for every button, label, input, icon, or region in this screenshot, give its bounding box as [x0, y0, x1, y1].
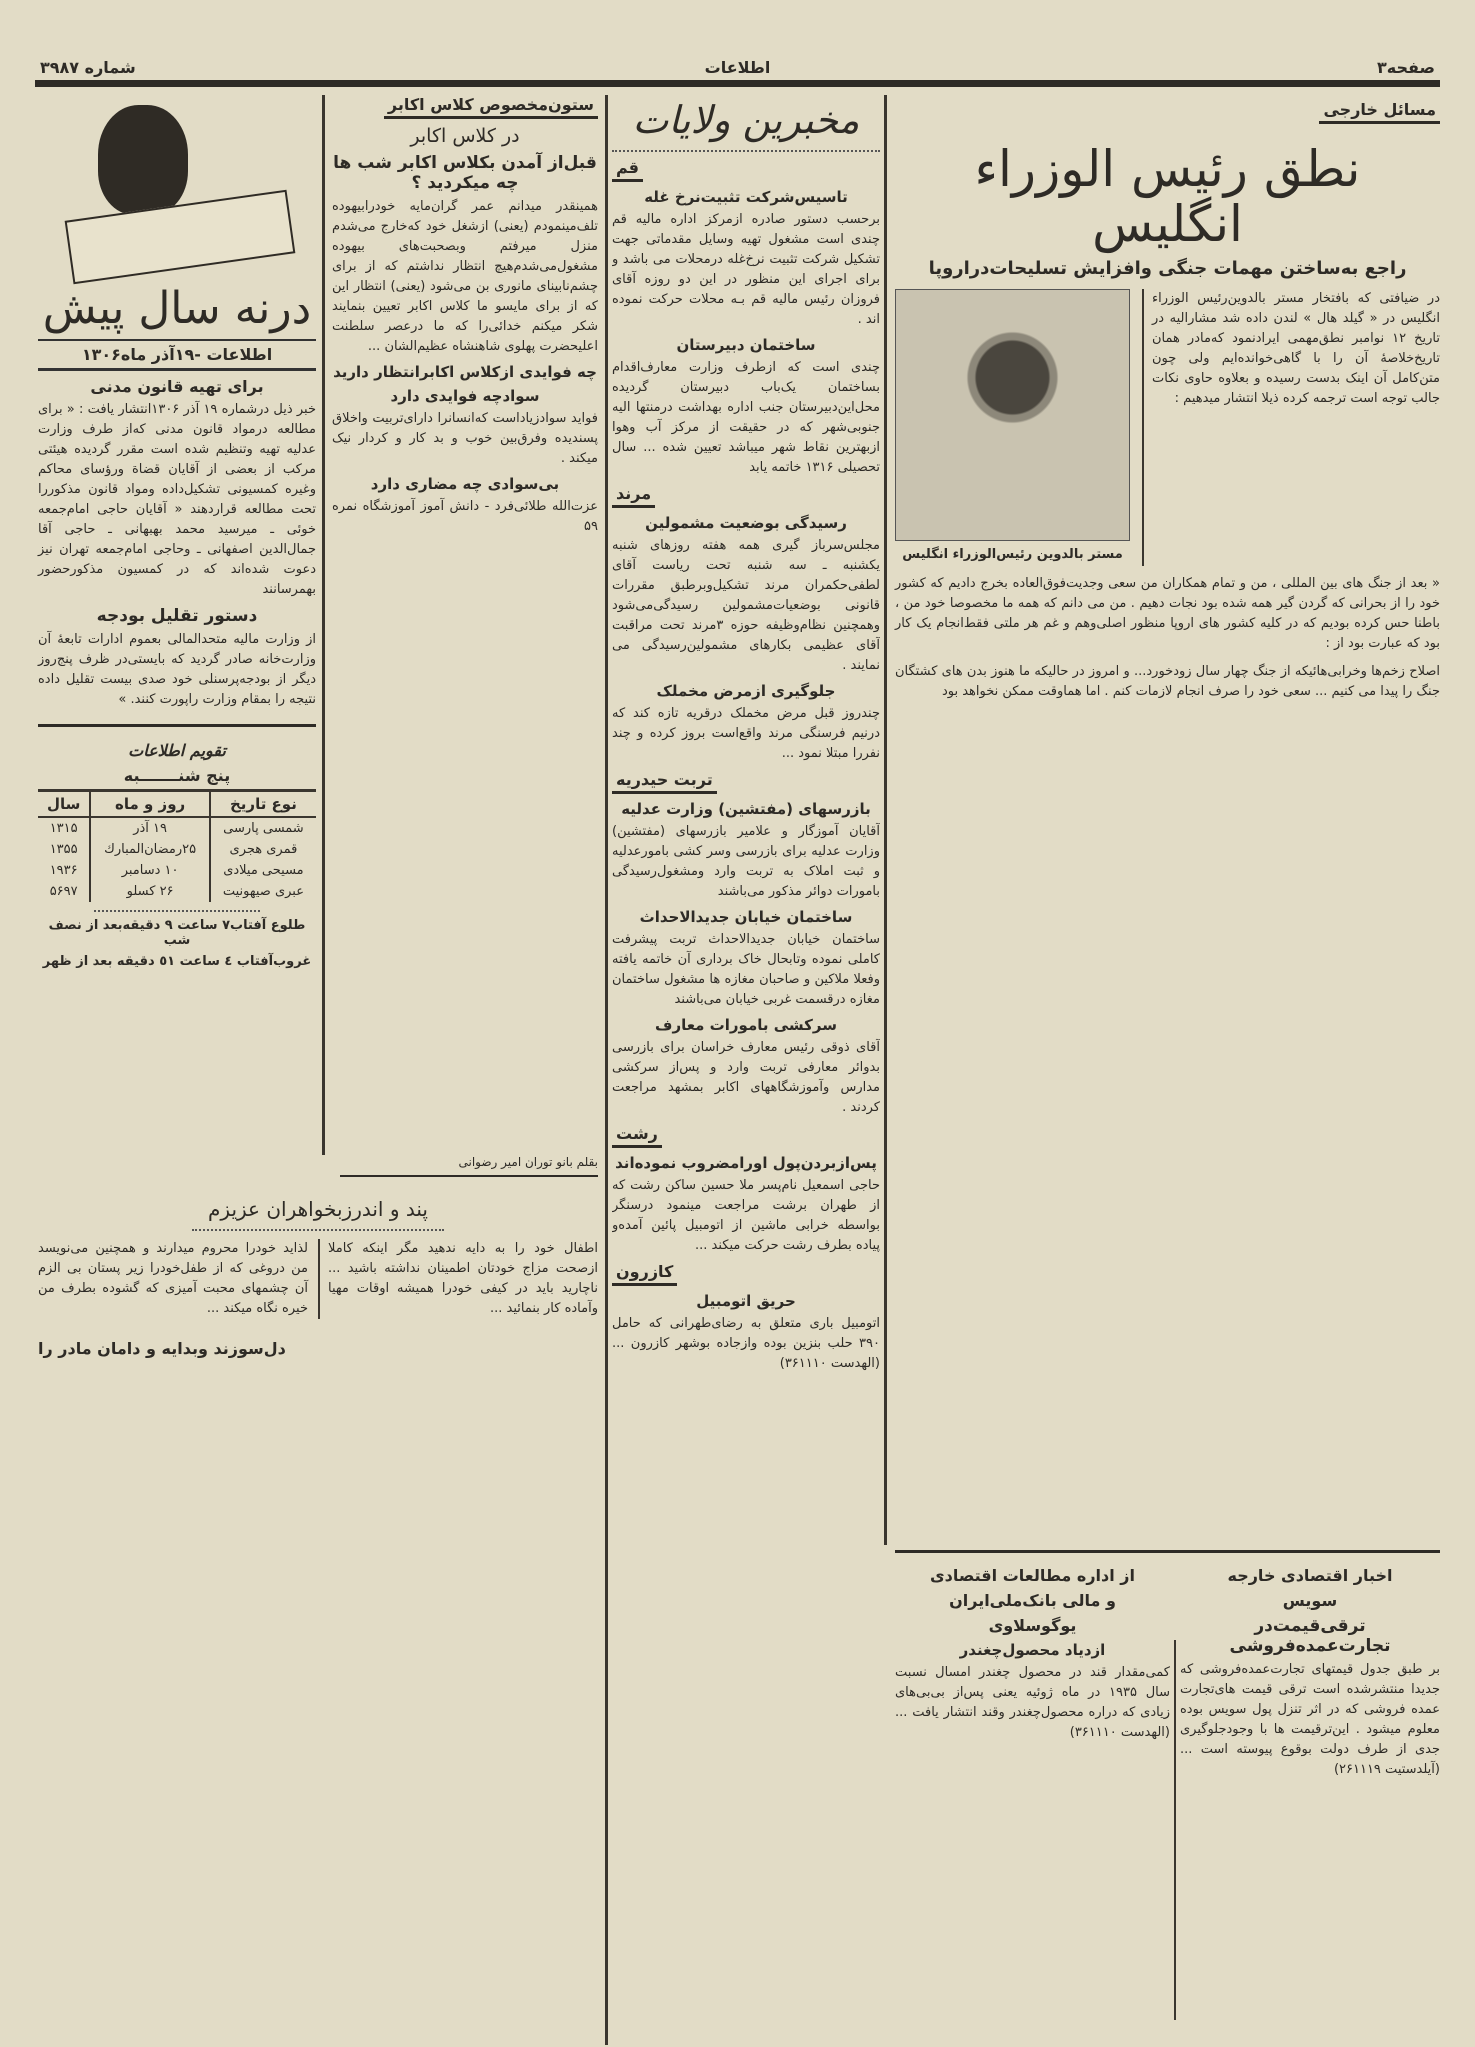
sunset: غروب‌آفتاب ٤ ساعت ٥١ دقیقه بعد از ظهر [42, 954, 312, 970]
section-label: از اداره مطالعات اقتصادی [929, 1566, 1135, 1585]
calendar-day: پنج شنـــــــبه [123, 766, 231, 786]
column-divider [884, 95, 887, 1545]
foreign-article [895, 100, 1440, 1545]
calendar-cell: ۱۹ آذر [90, 817, 210, 839]
article-body: برحسب دستور صادره ازمرکز اداره مالیه قم چندی است مشغول تهیه وسایل مقدماتی جهت تشکیل شرکت تثبیت نرخ‌غله درمحلات می باشد و برای اجرای این منظور در این دو روزه آقای فروزان رئیس مالیه قم بـه محلات حرکت نموده اند . [612, 211, 880, 327]
city-label: قم [612, 158, 643, 182]
article-title: نطق رئیس الوزراء انگلیس [974, 140, 1361, 253]
advice-title: پند و اندرزبخواهران عزیزم [208, 1197, 428, 1221]
headline: سرکشی بامورات معارف [655, 1015, 837, 1034]
article-body: در ضیافتی که بافتخار مستر بالدوین‌رئیس الوزراء انگلیس در « گیلد هال » لندن داده شد مشارالیه در تاریخ ۱۲ نوامبر نطق‌مهمی ایرادنمود که‌مادر همان تاریخ‌خلاصهٔ آن را با گاهی‌خوانده‌ایم ولی چون متن‌کامل آن اینک بدست رسیده و بعلاوه حاوی نکات جالب توجه است ترجمه کرده ذیلا انتشار میدهیم : [1142, 289, 1440, 566]
provinces-title: مخبرین ولایات [632, 100, 860, 142]
section-label: اخبار اقتصادی خارجه [1227, 1566, 1393, 1585]
byline: عزت‌الله طلائی‌فرد - دانش آموز آموزشگاه نمره ۵۹ [332, 499, 598, 534]
calendar-table [38, 789, 316, 902]
masthead-small: اطلاعات [704, 58, 771, 77]
headline: برای تهیه قانون مدنی [90, 377, 264, 397]
section-label: ستون‌مخصوص کلاس اکابر [384, 95, 598, 119]
calendar-cell: عبری صیهونیت [210, 881, 316, 902]
article-body: ساختمان خیابان جدیدالاحداث تربت پیشرفت کاملی نموده وتابحال خاک برداری آن خاتمه یافته وفعلا ملاکین و صاحبان مغازه ها مشغول ساختمان مغازه درقسمت غربی خیابان می‌باشند [612, 931, 880, 1007]
calendar-cell: ۱۳۱۵ [49, 821, 78, 837]
sunrise: طلوع آفتاب۷ ساعت ۹ دقیقه‌بعد از نصف شب [48, 918, 306, 949]
photo-caption: مستر بالدوین رئیس‌الوزراء انگلیس [902, 547, 1123, 562]
headline: قبل‌از آمدن بکلاس اکابر شب ها چه میکردید ؟ [333, 153, 597, 193]
calendar-cell: ۱۰ دسامبر [90, 860, 210, 881]
calendar-cell: ۱۳۵۵ [49, 842, 78, 858]
kicker: در کلاس اکابر [410, 125, 520, 147]
calendar-cell: ۵۶۹۷ [49, 884, 78, 900]
column-divider [605, 95, 608, 2045]
calendar-cell: ۲۶ کسلو [90, 881, 210, 902]
calendar-cell: ۲۵رمضان‌المبارك [90, 839, 210, 860]
calendar-row [38, 881, 316, 902]
country: سویس [1282, 1591, 1338, 1610]
calendar-cell: مسیحی میلادی [210, 860, 316, 881]
calendar-cell: شمسی پارسی [210, 817, 316, 839]
article-body: آقای ذوقی رئیس معارف خراسان برای بازرسی بدوائر معارفی تربت وارد و پس‌از سرکشی مدارس وآموزشگاههای اکابر بمشهد مراجعت کردند . [612, 1039, 880, 1115]
article-body: لذاید خودرا محروم میدارند و همچنین می‌نویسد من دروغی که از طفل‌خودرا زیر پستان بی الزم آن چشمهای محبت آمیزی که گشوده بطرف من خیره نگاه میکند ... [38, 1241, 308, 1316]
page-number: صفحه۳ [1377, 58, 1435, 77]
closing-headline: دل‌سوزند وبدایه و دامان مادر را [38, 1339, 286, 1358]
economy-left [895, 1560, 1170, 1743]
article-body: بر طبق جدول قیمتهای تجارت‌عمده‌فروشی که جدیدا منتشرشده است ترقی قیمت های‌تجارت عمده فروشی که در اثر تنزل پول سویس بوده معلوم میشود . این‌ترقیمت ها با وجودجلوگیری جدی از طرف دولت بوقوع پیوسته است ... (آیلدستیت ۲۶۱۱۱۹) [1180, 1662, 1440, 1777]
headline: دستور تقلیل بودجه [96, 606, 258, 627]
column-header: نوع تاریخ [210, 791, 316, 818]
article-body: مجلس‌سرباز گیری همه هفته روزهای شنبه یکشنبه ـ سه شنبه تحت ریاست آقای لطفی‌حکمران مرند تشکیل‌وبرطبق مقررات قانونی بوضعیات‌مشمولین رسیدگی‌می‌شود وهمچنین نظام‌وظیفه حوزه ۳مرند تحت مراقبت آقای عظیمی بکارهای مشمولین‌رسیدگی می نمایند . [612, 537, 880, 673]
header-rule [35, 80, 1440, 87]
calendar-cell: ۱۹۳۶ [49, 863, 78, 879]
article-body: حاجی اسمعیل نام‌پسر ملا حسین ساکن رشت که از طهران برشت مراجعت مینمود درسنگر بواسطه خرابی ماشین از اتومبیل پائین آمده‌و پیاده بطرف رشت حرکت میکند ... [612, 1177, 880, 1253]
headline: تاسیس‌شرکت تثبیت‌نرخ غله [644, 187, 848, 206]
section-label: مسائل خارجی [1319, 100, 1440, 124]
article-body: کمی‌مقدار قند در محصول چغندر امسال نسبت سال ۱۹۳۵ در ماه ژوئیه یعنی پس‌از بی‌بی‌های زیادی که دراره محصول‌چغندر وقند انتشار یافت ... (الهدست ۳۶۱۱۱۰) [895, 1665, 1171, 1740]
headline: بی‌سوادی چه مضاری دارد [370, 475, 560, 493]
headline: سوادچه فوایدی دارد [390, 387, 540, 405]
city-label: رشت [612, 1124, 662, 1148]
advice-article [38, 1185, 598, 2015]
calendar-row [38, 817, 316, 839]
baldwin-photo [895, 289, 1130, 541]
headline: ساختمان دبیرستان [676, 335, 816, 354]
calendar-cell: قمری هجری [210, 839, 316, 860]
article-body: از وزارت مالیه متحدالمالی بعموم ادارات تابعهٔ آن وزارت‌خانه صادر گردید که بایستی‌در ظرف پنج‌روز دیگر از بودجه‌پرسنلی خود صدی بیست تقلیل داده نتیجه را بمقام وزارت راپورت کنند. » [38, 632, 316, 708]
economy-right [1180, 1560, 1440, 1780]
article-subtitle: راجع به‌ساختن مهمات جنگی وافزایش تسلیحات‌دراروپا [928, 258, 1407, 279]
adult-class-column [332, 95, 598, 1155]
years-ago-title: درنه سال پیش [42, 283, 312, 334]
headline: چه فوایدی ازکلاس اکابرانتظار دارید [333, 363, 597, 381]
city-label: مرند [612, 484, 655, 508]
article-body: اتومبیل باری متعلق به رضای‌طهرانی که حامل ۳۹۰ حلب بنزین بوده وازجاده بوشهر کازرون ... (الهدست ۳۶۱۱۱۰) [612, 1315, 880, 1371]
section-label: و مالی بانک‌ملی‌ایران [949, 1591, 1116, 1610]
city-label: تربت حیدریه [612, 770, 717, 794]
headline: پس‌ازبردن‌پول اورامضروب نموده‌اند [615, 1153, 877, 1172]
issue-number: شماره ۳۹۸۷ [40, 58, 136, 77]
provinces-column [612, 100, 880, 2010]
cartoon-reader-illustration [38, 95, 316, 285]
article-body: چندی است که ازطرف وزارت معارف‌اقدام بساختمان یک‌باب دبیرستان گردیده محل‌این‌دبیرستان جنب اداره بهداشت درمنتها الیه جنوبی‌شهر که در حقیقت از مرکز آب وهوا ازبهترین نقاط شهر میباشد تعیین شده ... سال تحصیلی ۱۳۱۶ خاتمه یابد [612, 359, 880, 475]
column-header: سال [38, 791, 90, 818]
article-body: چندروز قبل مرض مخملک درقریه تازه کند که درنیم فرسنگی مرند واقع‌است بروز کرده و چند نفررا مبتلا نمود ... [612, 705, 880, 761]
city-label: کازرون [612, 1262, 677, 1286]
headline: ترقی‌قیمت‌در تجارت‌عمده‌فروشی [1229, 1616, 1391, 1656]
headline: حریق اتومبیل [696, 1291, 796, 1310]
headline: ساختمان خیابان جدیدالاحداث [639, 907, 853, 926]
headline: بازرسهای (مفتشین) وزارت عدلیه [621, 799, 871, 818]
article-body: همینقدر میدانم عمر گران‌مایه خودرابیهوده تلف‌مینمودم (یعنی) ازشغل خود که‌خارج می‌شدم منزل میرفتم وبصحبت‌های بیهوده مشغول‌می‌شدم‌هیچ انتظار نداشتم که از برای چشم‌نابینای مانوری بن می‌شود (یعنی) انتظار این که از برای مایسو ما کلاس اکابر تعیین بنمایند شکر میکنم خدائی‌را که ما درعصر سلطنت اعلیحضرت پهلوی شاهنشاه عظیم‌الشان ... [332, 199, 598, 354]
years-ago-column [38, 95, 316, 973]
article-body: فواید سوادزیاداست که‌انسانرا دارای‌تربیت واخلاق پسندیده وفرق‌بین خوب و بد کار و کردار نیک میکند . [332, 411, 598, 466]
country: یوگوسلاوی [988, 1616, 1077, 1635]
article-body: اصلاح زخم‌ها وخرابی‌هائیکه از جنگ چهار سال زودخورد... و امروز در حالیکه ما هنوز بدن های کشتگان جنگ را پیدا می کنیم ... سعی خود را صرف انجام لازمات کنم . اما هماوقت ممکن نخواهد بود [895, 664, 1440, 699]
column-divider [322, 95, 325, 1155]
article-body: خبر ذیل درشماره ۱۹ آذر ۱۳۰۶انتشار یافت : « برای مطالعه درمواد قانون مدنی که‌از طرف وزارت عدلیه تهیه وتنظیم شده است مقرر گردیده هیئتی مرکب از بعضی از آقایان قضاة ورؤسای محاکم وغیره کمسیونی تشکیل‌داده ومواد قانون مذکوررا تحت مطالعه قراردهند « آقایان حاجی امام‌جمعه خوئی ـ میرسید محمد بهبهانی ـ حاجی آقا جمال‌الدین اصفهانی ـ وحاجی امام‌جمعه تهران نیز دعوت شده‌اند که در کمسیون مذکورحضور بهمرسانند [38, 402, 316, 598]
calendar-row [38, 839, 316, 860]
article-body: اطفال خود را به دایه ندهید مگر اینکه کاملا ازصحت مزاج خودتان اطمینان نداشته باشید ... ناچارید باید در کیفی خودرا همیشه اوقات مهیا وآماده کار بنمائید ... [318, 1239, 598, 1319]
dateline: اطلاعات -۱۹آذر ماه۱۳۰۶ [38, 339, 316, 371]
article-body: « بعد از جنگ های بین المللی ، من و تمام همکاران من سعی وجدیت‌فوق‌العاده بخرج دادیم که کشور خود را از بحرانی که گردن گیر همه شده بود نجات دهیم . من می دانم که همه ما مخصوصا خود من ، باطنا حس کرده بودیم که در کلیه کشور های اروپا منظور اصلی‌وهم و غم هر ملتی فقط‌انجام یک کار بود که عبارت بود از : [895, 576, 1440, 651]
headline: رسیدگی بوضعیت مشمولین [645, 513, 847, 532]
article-body: آقایان آموزگار و علامیر بازرسهای (مفتشین) وزارت عدلیه برای بازرسی وسر کشی بامورعدلیه و ثبت املاک به تربت وارد ومشغول‌رسیدگی بامورات دوائر مذکور می‌باشند [612, 823, 880, 899]
calendar-row [38, 860, 316, 881]
column-header: روز و ماه [90, 791, 210, 818]
calendar-title: تقویم اطلاعات [128, 741, 226, 761]
advice-byline: بقلم بانو توران امیر رضوانی [458, 1155, 598, 1169]
headline: جلوگیری ازمرض مخملک [656, 681, 836, 700]
headline: ازدیاد محصول‌چغندر [959, 1641, 1106, 1659]
